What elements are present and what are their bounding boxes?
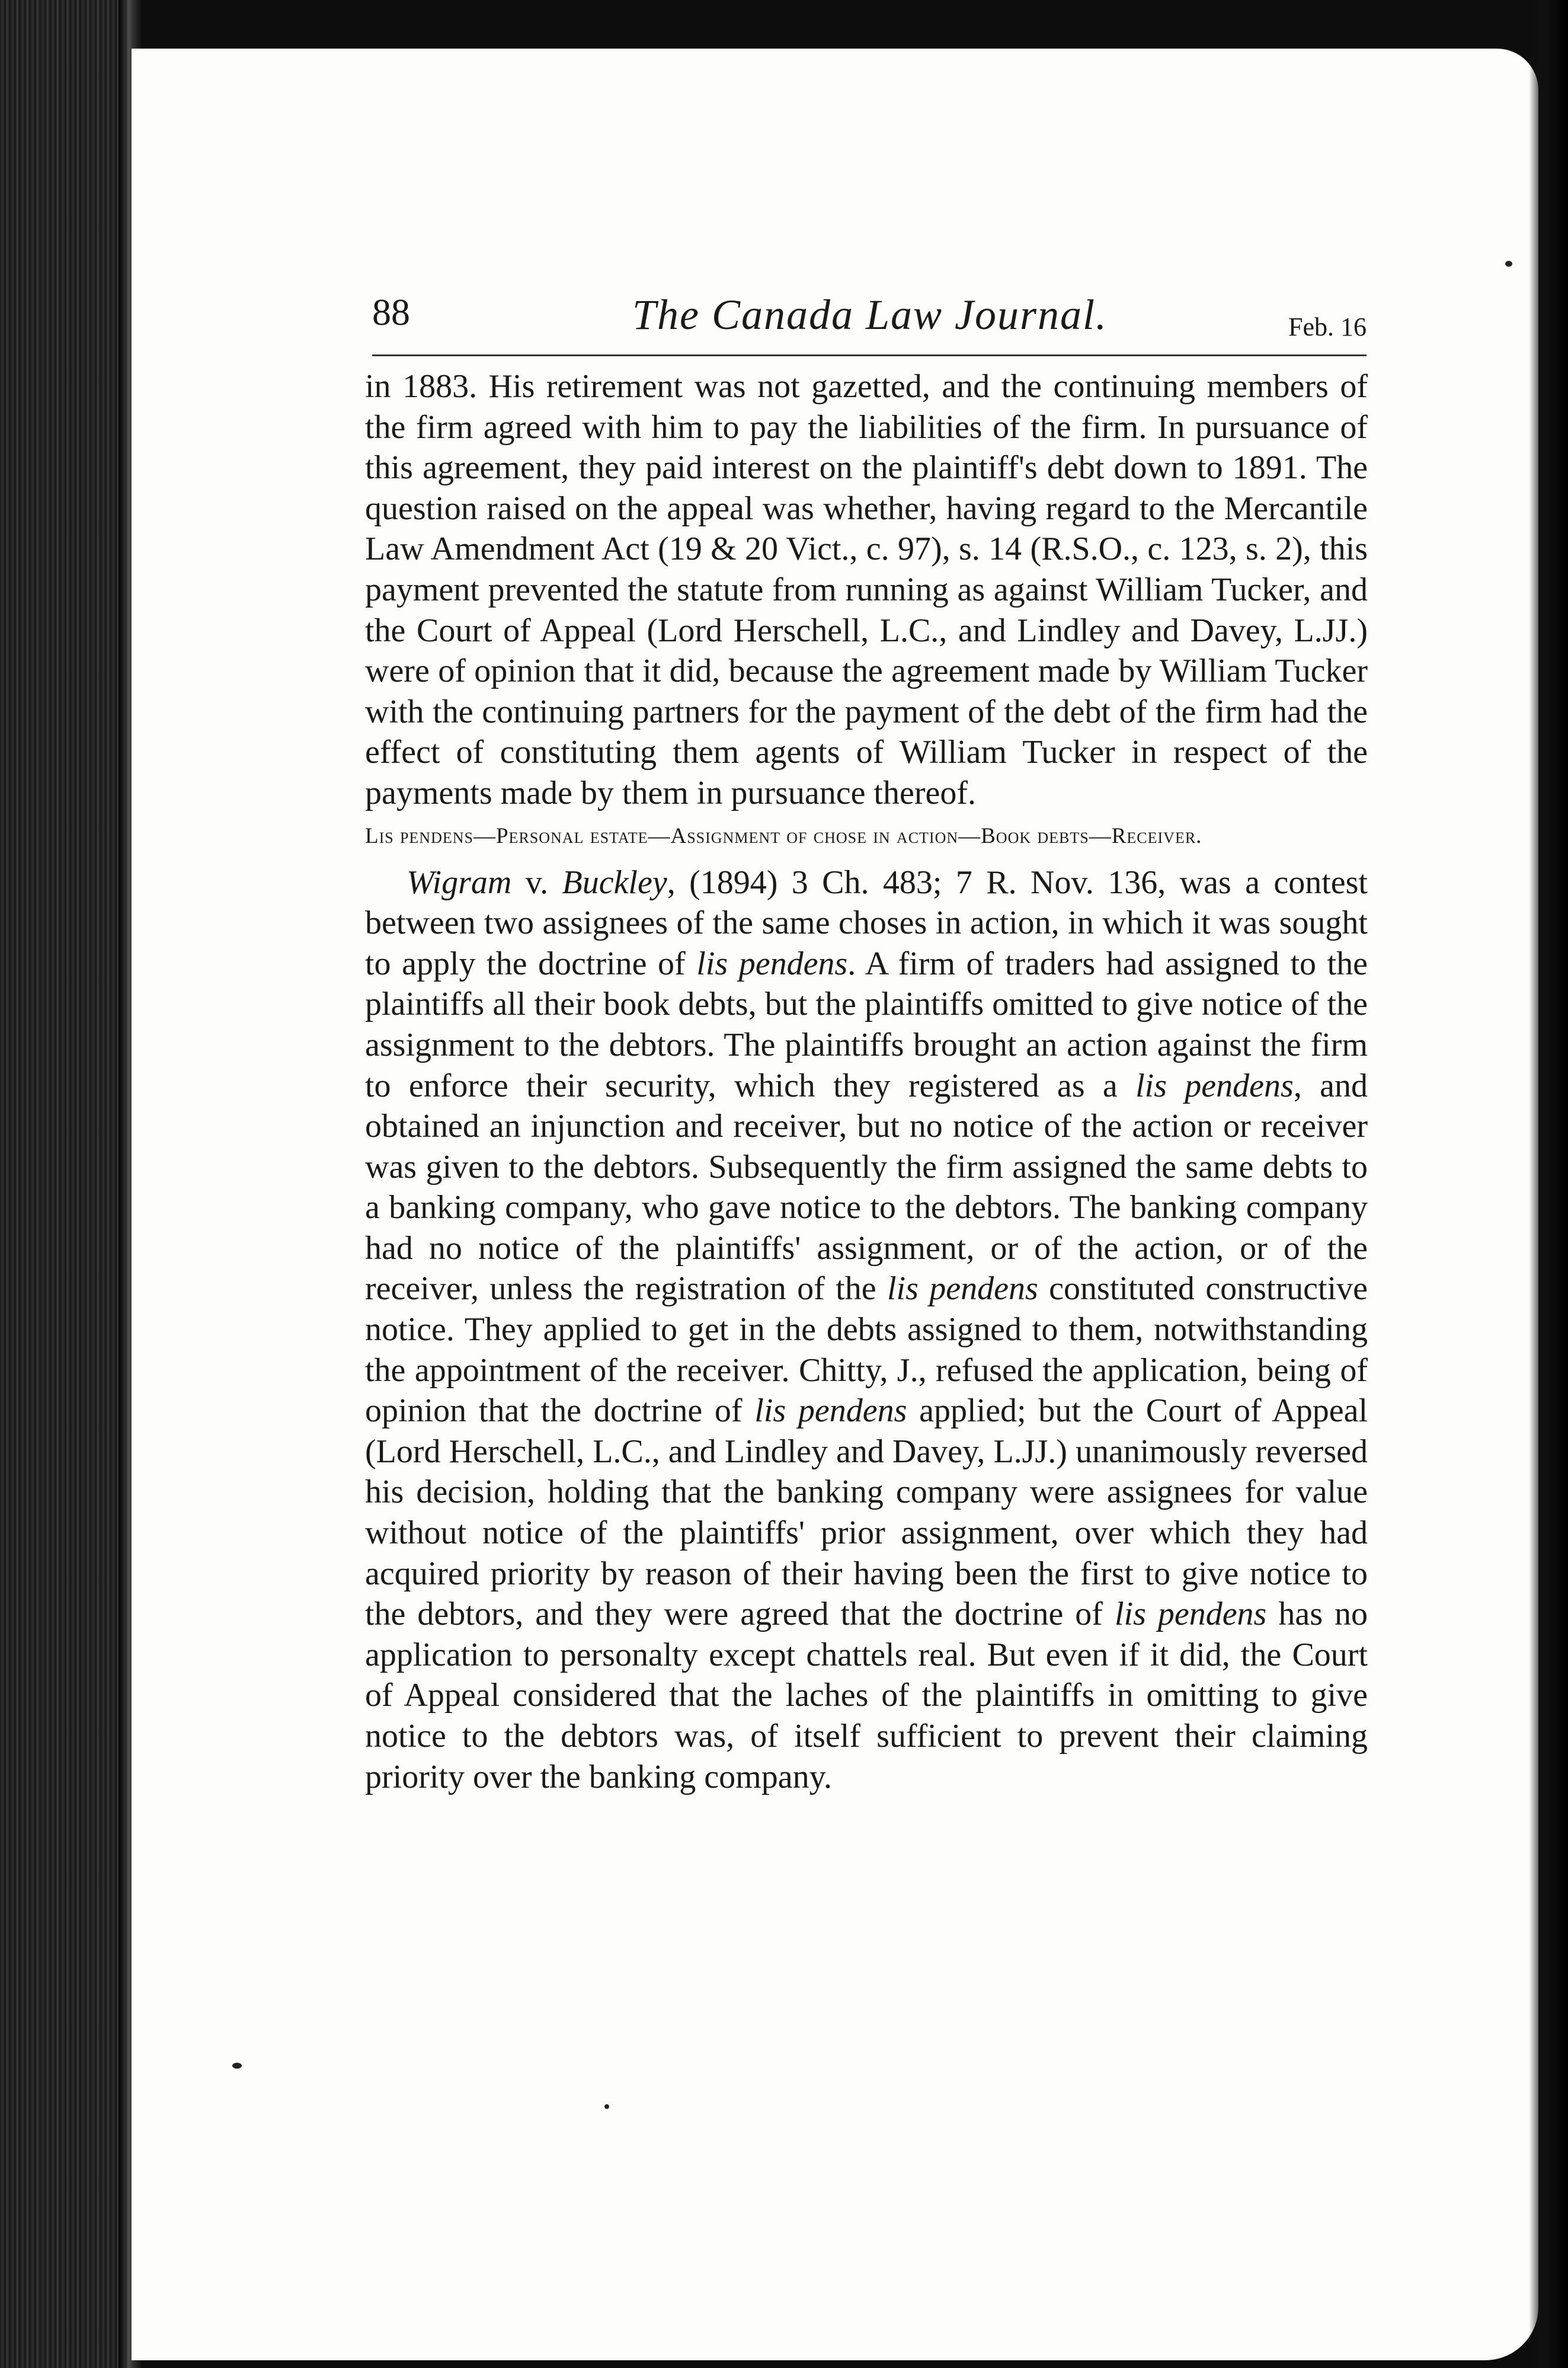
scan-speck [232,2063,242,2069]
paragraph-continuation: in 1883. His retirement was not gazetted, and the continuing members of the firm agreed with him to pay the liabilities of the firm. In pursuance of this agreement, they paid interest on the plaintiff's debt down to 1891. The question raised on the appeal was whether, having regard to the Mercantile Law Amendment Act (19 & 20 Vict., c. 97), s. 14 (R.S.O., c. 123, s. 2), this payment prevented the statute from running as against William Tucker, and the Court of Appeal (Lord Herschell, L.C., and Lindley and Davey, L.JJ.) were of opinion that it did, because the agreement made by William Tucker with the continuing partners for the payment of the debt of the firm had the effect of constituting them agents of William Tucker in respect of the payments made by them in pursuance thereof. [365,368,1368,811]
scan-speck [604,2104,609,2109]
journal-title: The Canada Law Journal. [632,291,1108,338]
issue-date: Feb. 16 [1288,312,1367,341]
page-edge-shadow [1529,0,1568,2368]
header-rule [372,354,1367,356]
section-heading: Lis pendens—Personal estate—Assignment of chose in action—Book debts—Receiver. [365,823,1202,848]
latin-term: lis pendens [1114,1596,1267,1633]
latin-term: lis pendens [1135,1067,1294,1104]
latin-term: lis pendens [754,1392,907,1430]
running-header [372,290,1367,350]
book-binding [0,0,132,2368]
latin-term: lis pendens [696,945,848,982]
article-body [365,366,1368,1797]
latin-term: lis pendens [887,1270,1038,1308]
paragraph-wigram-v-buckley: Wigram v. Buckley, (1894) 3 Ch. 483; 7 R. Nov. 136, was a contest between two assignees of the same choses in action, in which it was sought to apply the doctrine of lis pendens. A firm of traders had assigned to the plaintiffs all their book debts, but the plaintiffs omitted to give notice of the assignment to the debtors. The plaintiffs brought an action against the firm to enforce their security, which they registered as a lis pendens, and obtained an injunction and receiver, but no notice of the action or receiver was given to the debtors. Subsequently the firm assigned the same debts to a banking company, who gave notice to the debtors. The banking company had no notice of the plaintiffs' assignment, or of the action, or of the receiver, unless the registration of the lis pendens constituted constructive notice. They applied to get in the debts assigned to them, notwithstanding the appointment of the receiver. Chitty, J., refused the application, being of opinion that the doctrine of lis pendens applied; but the Court of Appeal (Lord Herschell, L.C., and Lindley and Davey, L.JJ.) unanimously reversed his decision, holding that the banking company were assignees for value without notice of the plaintiffs' prior assignment, over which they had acquired priority by reason of their having been the first to give notice to the debtors, and they were agreed that the doctrine of lis pendens has no application to personalty except chattels real. But even if it did, the Court of Appeal considered that the laches of the plaintiffs in omitting to give notice to the debtors was, of itself sufficient to prevent their claiming priority over the banking company. [365,864,1368,1795]
case-versus: v. [511,864,562,901]
page-number: 88 [372,291,410,333]
case-defendant: Buckley [562,864,667,901]
scan-speck [1505,261,1512,267]
case-plaintiff: Wigram [407,864,512,901]
